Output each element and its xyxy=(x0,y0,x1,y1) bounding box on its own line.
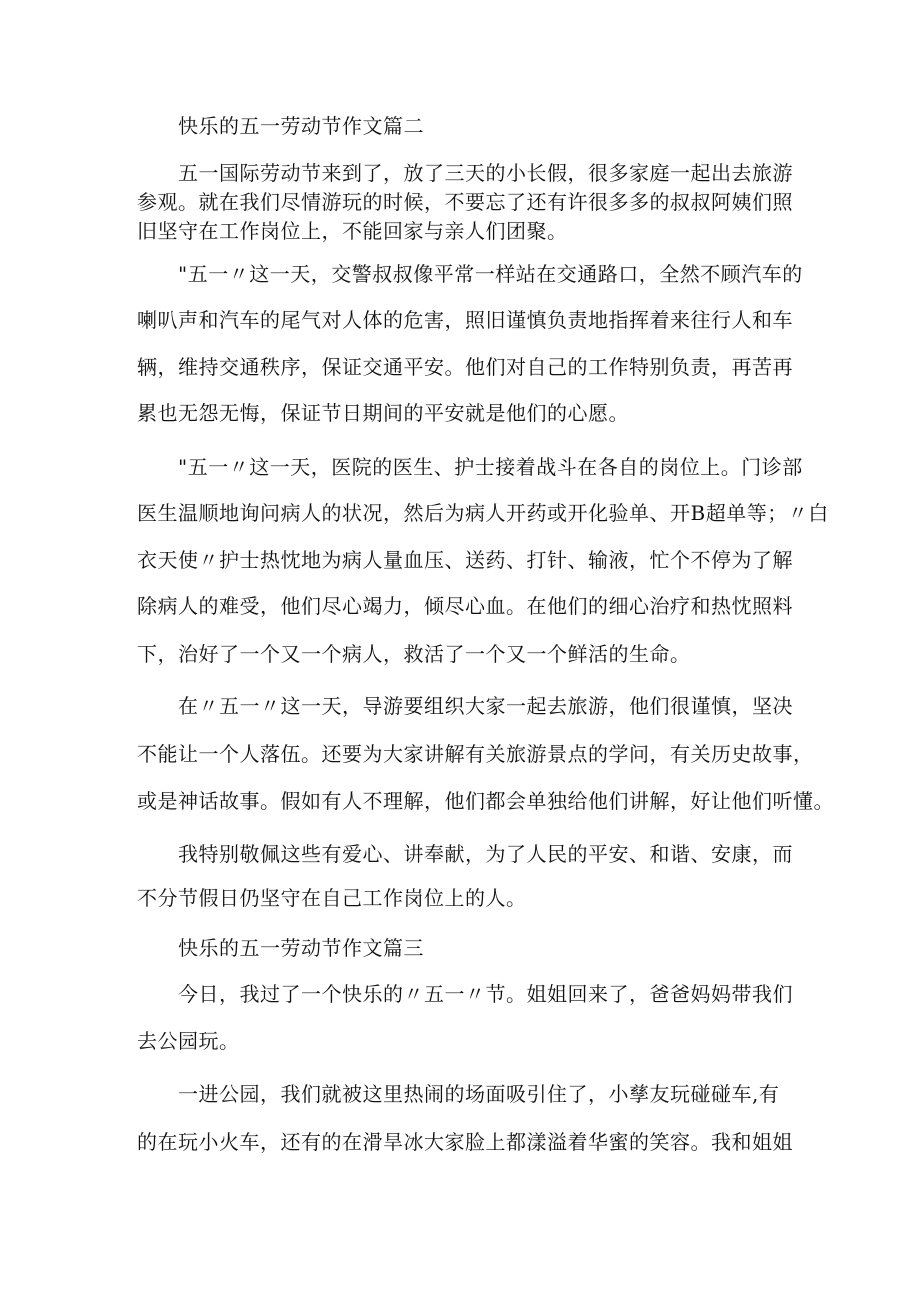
paragraph-line: 旧坚守在工作岗位上，不能回家与亲人们团聚。 xyxy=(137,219,568,243)
section-title-2: 快乐的五一劳动节作文篇二 xyxy=(178,114,424,138)
paragraph-line: 辆，维持交通秩序，保证交通平安。他们对自己的工作特别负责，再苦再 xyxy=(137,355,793,379)
paragraph-line: 喇叭声和汽车的尾气对人体的危害，照旧谨慎负责地指挥着来往行人和车 xyxy=(137,308,793,332)
paragraph-line: "五一〃这一天，交警叔叔像平常一样站在交通路口，全然不顾汽车的 xyxy=(178,262,803,286)
paragraph-line: 医生温顺地询问病人的状况，然后为病人开药或开化验单、开B超单等；〃白 xyxy=(137,501,829,525)
section-title-3: 快乐的五一劳动节作文篇三 xyxy=(178,936,424,960)
paragraph-line: 的在玩小火车，还有的在滑旱冰大家脸上都漾溢着华蜜的笑容。我和姐姐 xyxy=(137,1130,793,1154)
paragraph-line: 不能让一个人落伍。还要为大家讲解有关旅游景点的学问，有关历史故事， xyxy=(137,742,814,766)
paragraph-line: 下，治好了一个又一个病人，救活了一个又一个鲜活的生命。 xyxy=(137,642,691,666)
paragraph-line: 一进公园，我们就被这里热闹的场面吸引住了，小孳友玩碰碰车,有 xyxy=(178,1082,780,1106)
paragraph-line: 去公园玩。 xyxy=(137,1029,240,1053)
paragraph-line: 在〃五一〃这一天，导游要组织大家一起去旅游，他们很谨慎，坚决 xyxy=(178,694,793,718)
paragraph-line: 不分节假日仍坚守在自己工作岗位上的人。 xyxy=(137,886,527,910)
paragraph-line: "五一〃这一天，医院的医生、护士接着战斗在各自的岗位上。门诊部 xyxy=(178,455,803,479)
paragraph-line: 我特别敬佩这些有爱心、讲奉献，为了人民的平安、和谐、安康，而 xyxy=(178,842,793,866)
paragraph-line: 今日，我过了一个快乐的〃五一〃节。姐姐回来了，爸爸妈妈带我们 xyxy=(178,982,793,1006)
paragraph-line: 参观。就在我们尽情游玩的时候，不要忘了还有许很多多的叔叔阿姨们照 xyxy=(137,190,793,214)
paragraph-line: 累也无怨无悔，保证节日期间的平安就是他们的心愿。 xyxy=(137,401,629,425)
paragraph-line: 除病人的难受，他们尽心竭力，倾尽心血。在他们的细心治疗和热忱照料 xyxy=(137,594,793,618)
paragraph-line: 或是神话故事。假如有人不理解，他们都会单独给他们讲解，好让他们听懂。 xyxy=(137,789,834,813)
paragraph-line: 五一国际劳动节来到了，放了三天的小长假，很多家庭一起出去旅游 xyxy=(178,161,793,185)
paragraph-line: 衣天使〃护士热忱地为病人量血压、送药、打针、输液，忙个不停为了解 xyxy=(137,548,793,572)
